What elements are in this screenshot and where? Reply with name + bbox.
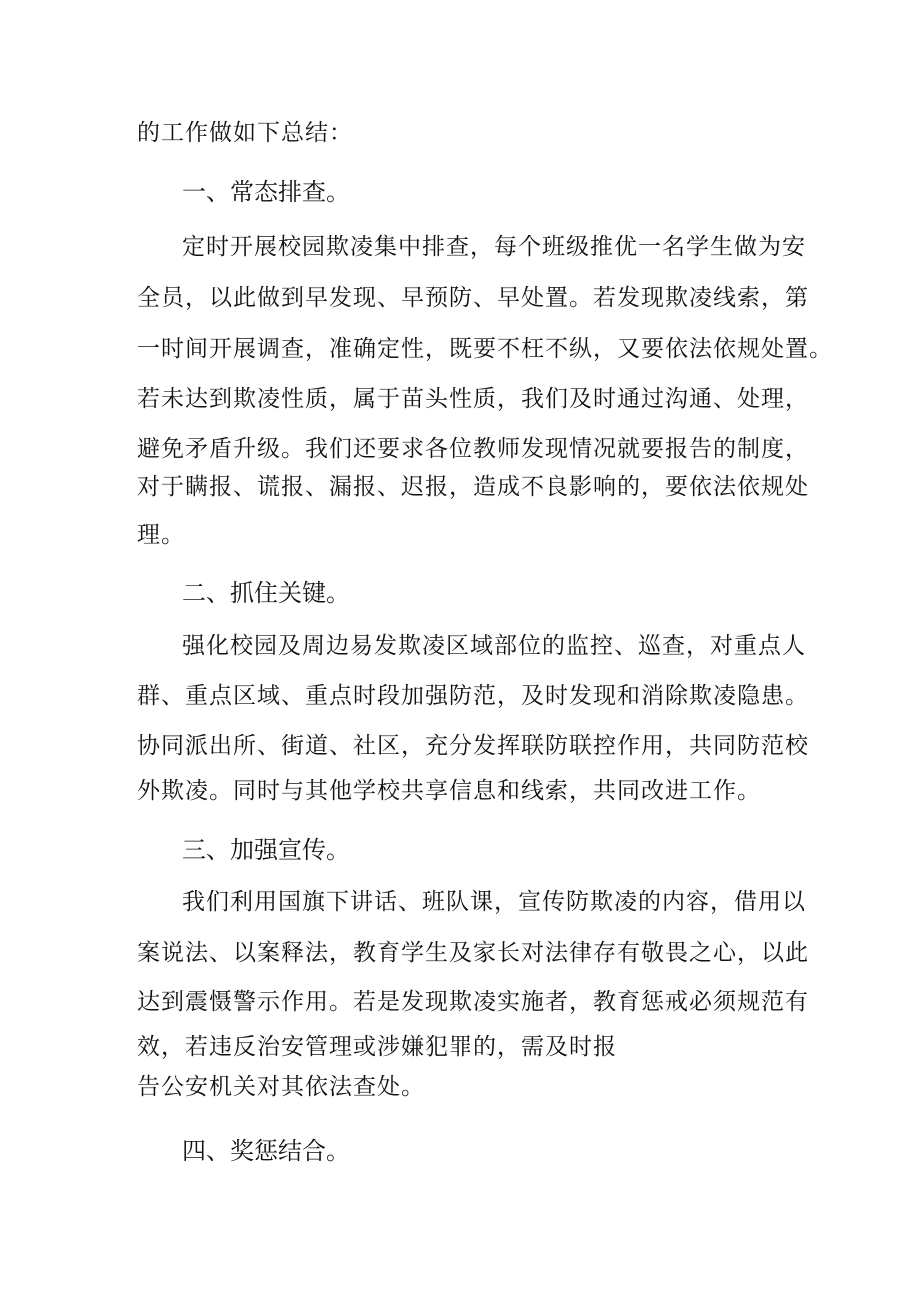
section-1-line-5: 避免矛盾升级。我们还要求各位教师发现情况就要报告的制度， [137,436,809,462]
section-2-line-2: 群、重点区域、重点时段加强防范，及时发现和消除欺凌隐患。 [137,683,809,709]
section-1-line-3: 一时间开展调查，准确定性，既要不枉不纵，又要依法依规处置。 [137,336,833,362]
section-4-heading: 四、奖惩结合。 [182,1137,350,1165]
section-1-line-7: 理。 [137,522,185,548]
section-3-line-4: 效，若违反治安管理或涉嫌犯罪的，需及时报 [137,1034,617,1060]
section-2-line-4: 外欺凌。同时与其他学校共享信息和线索，共同改进工作。 [137,778,761,804]
section-1-line-2: 全员，以此做到早发现、早预防、早处置。若发现欺凌线索，第 [137,285,809,311]
section-1-line-4: 若未达到欺凌性质，属于苗头性质，我们及时通过沟通、处理， [137,386,809,412]
section-1-heading: 一、常态排查。 [182,178,350,206]
section-2-heading: 二、抓住关键。 [182,579,350,607]
section-1-line-1: 定时开展校园欺凌集中排查，每个班级推优一名学生做为安 [182,234,806,260]
intro-line: 的工作做如下总结： [137,120,353,146]
section-3-line-2: 案说法、以案释法，教育学生及家长对法律存有敬畏之心，以此 [137,940,809,966]
section-2-line-1: 强化校园及周边易发欺凌区域部位的监控、巡查，对重点人 [182,633,806,659]
section-3-line-3: 达到震慑警示作用。若是发现欺凌实施者，教育惩戒必须规范有 [137,989,809,1015]
section-2-line-3: 协同派出所、街道、社区，充分发挥联防联控作用，共同防范校 [137,733,809,759]
section-3-line-1: 我们利用国旗下讲话、班队课，宣传防欺凌的内容，借用以 [182,889,806,915]
section-1-line-6: 对于瞒报、谎报、漏报、迟报，造成不良影响的，要依法依规处 [137,474,809,500]
section-3-heading: 三、加强宣传。 [182,836,350,864]
section-3-line-5: 告公安机关对其依法查处。 [137,1074,425,1100]
